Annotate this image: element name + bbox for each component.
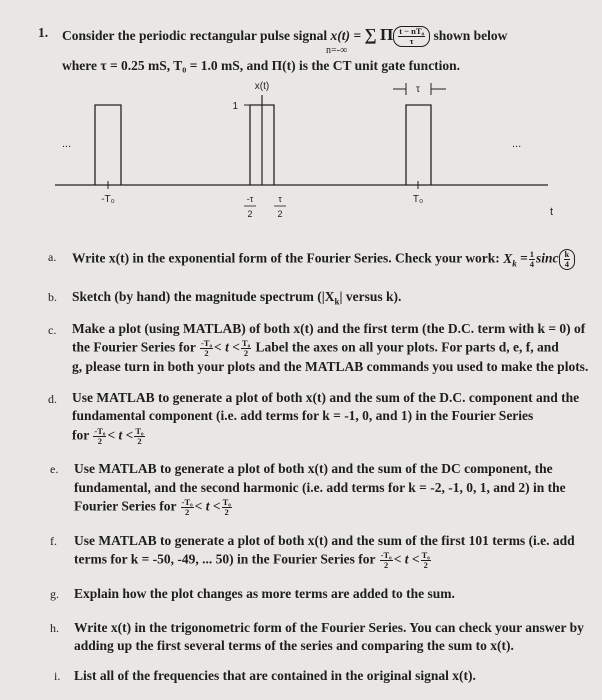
part-c-letter: c. xyxy=(48,323,57,337)
part-c-line3: g, please turn in both your plots and the MATLAB commands you used to make the plots. xyxy=(72,359,589,374)
pulse-right xyxy=(406,105,431,185)
part-e-letter: e. xyxy=(50,462,59,476)
tick-label-pos-tau-num: τ xyxy=(278,194,282,204)
part-e-line3: Fourier Series for $\frac{\text{-T₀}}{2}$ < t < $\frac{\text{T₀}}{2}$ xyxy=(74,497,231,517)
part-b: Sketch (by hand) the magnitude spectrum ($|X_k|$ versus k). xyxy=(72,289,402,307)
problem-intro xyxy=(62,25,507,47)
part-e-line2: fundamental, and the second harmonic (i.e. add terms for k = -2, -1, 0, 1, and 2) in the xyxy=(74,480,566,495)
part-c-line2: the Fourier Series for $\frac{\text{-T₀}}{2}$ < t < $\frac{\text{T₀}}{2}$ Label the axes on all your plots. For parts d, e, f, and xyxy=(72,338,559,358)
check-arg: $\frac{k}{4}$ xyxy=(559,249,576,270)
part-f-letter: f. xyxy=(50,534,57,548)
gate-symbol: Π xyxy=(379,25,394,44)
part-c-line1: Make a plot (using MATLAB) of both x(t) and the first term (the D.C. term with k = 0) of xyxy=(72,321,586,336)
part-a-text: Write x(t) in the exponential form of the Fourier Series. Check your work: xyxy=(72,250,500,266)
part-h-letter: h. xyxy=(50,621,59,635)
part-i-letter: i. xyxy=(54,669,61,683)
frac-num: t − nT₀ xyxy=(399,26,425,37)
part-f-line1: Use MATLAB to generate a plot of both x(t) and the sum of the first 101 terms (i.e. add xyxy=(74,533,575,548)
tick-label-neg-T0: -T₀ xyxy=(101,194,115,205)
tick-label-neg-tau-num: -τ xyxy=(246,194,254,204)
shown-below-text: shown below xyxy=(433,28,508,43)
signal-lhs: x(t) = xyxy=(330,28,362,43)
problem-number: 1. xyxy=(38,25,49,40)
ellipsis-left: ... xyxy=(62,138,72,150)
part-d-line1: Use MATLAB to generate a plot of both x(t) and the sum of the D.C. component and the xyxy=(72,390,580,405)
tau-label: τ xyxy=(416,84,420,95)
part-i-text: List all of the frequencies that are contained in the original signal x(t). xyxy=(74,668,476,683)
pulse-train-figure xyxy=(0,75,602,235)
check-lhs: $X_k$ xyxy=(503,250,517,269)
part-g-letter: g. xyxy=(50,587,59,601)
check-eq: = xyxy=(520,250,528,266)
check-coef: $\frac{1}{4}$ xyxy=(529,249,535,269)
pulse-left xyxy=(95,105,121,185)
part-f-line2: terms for k = -50, -49, ... 50) in the Fourier Series for $\frac{\text{-T₀}}{2}$ < t < $\frac{\text{T₀}}{2}$ xyxy=(74,550,430,570)
part-d-line2: fundamental component (i.e. add terms for k = -1, 0, and 1) in the Fourier Series xyxy=(72,408,534,423)
tick-label-pos-T0: T₀ xyxy=(412,194,424,205)
sum-limits: n=-∞ xyxy=(326,45,348,56)
part-a-letter: a. xyxy=(48,250,57,264)
part-e-line1: Use MATLAB to generate a plot of both x(t) and the sum of the DC component, the xyxy=(74,461,553,476)
amplitude-label: 1 xyxy=(232,101,238,112)
tick-label-neg-tau-den: 2 xyxy=(247,209,253,219)
gate-argument xyxy=(393,26,430,47)
frac-den: τ xyxy=(409,36,414,47)
part-b-letter: b. xyxy=(48,290,57,304)
part-h-line1: Write x(t) in the trigonometric form of the Fourier Series. You can check your answer by xyxy=(74,620,584,635)
tick-label-pos-tau-den: 2 xyxy=(277,209,283,219)
part-a xyxy=(72,249,575,270)
part-g-text: Explain how the plot changes as more terms are added to the sum. xyxy=(74,586,455,601)
part-d-line3: for $\frac{\text{-T₀}}{2}$ < t < $\frac{\text{T₀}}{2}$ xyxy=(72,426,144,446)
ylabel: x(t) xyxy=(254,81,270,92)
intro-text: Consider the periodic rectangular pulse signal xyxy=(62,28,328,43)
part-d-letter: d. xyxy=(48,392,57,406)
ellipsis-right: ... xyxy=(512,138,522,150)
t-axis-label: t xyxy=(550,206,554,218)
sigma-symbol: ∑ xyxy=(364,25,377,44)
check-func: sinc xyxy=(536,250,559,266)
part-h-line2: adding up the first several terms of the series and comparing the sum to x(t). xyxy=(74,638,514,653)
where-line: where τ = 0.25 mS, T₀ = 1.0 mS, and Π(t) is the CT unit gate function. xyxy=(62,58,461,73)
